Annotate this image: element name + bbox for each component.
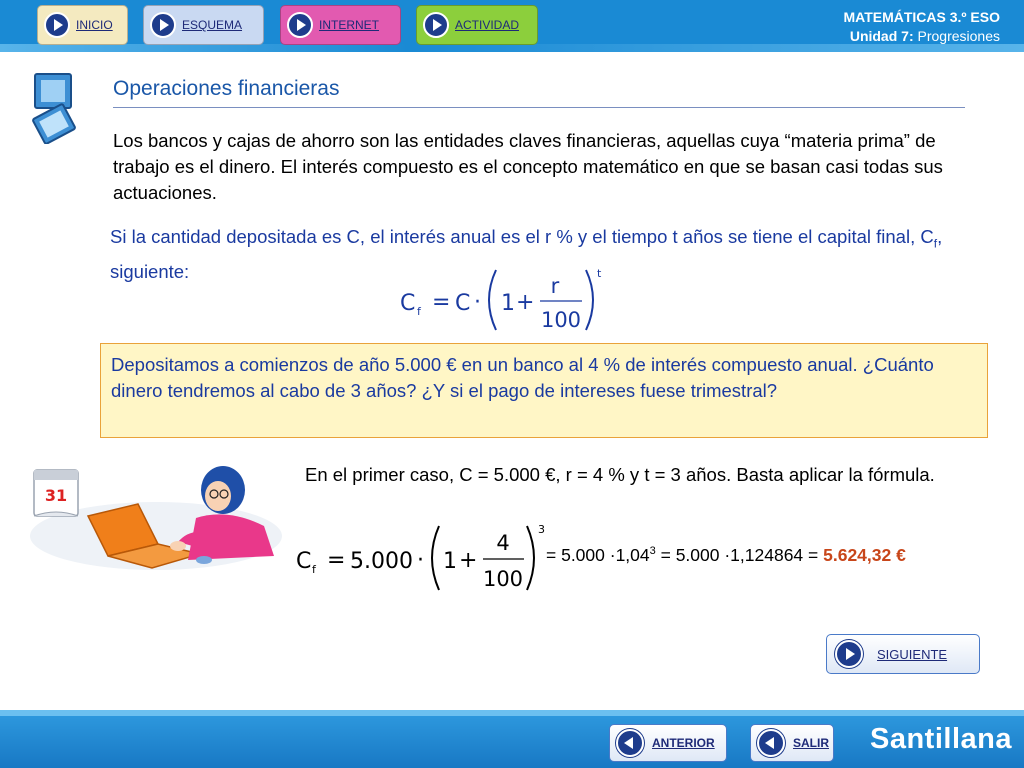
formula2-lhs: C xyxy=(296,549,312,574)
formula2-numerator: 4 xyxy=(496,531,510,555)
next-arrow-icon xyxy=(835,640,863,668)
formula-denominator: 100 xyxy=(540,308,582,332)
play-icon xyxy=(287,12,313,38)
formula-numerator: r xyxy=(550,274,560,298)
exit-label: SALIR xyxy=(793,736,829,750)
unit-label: Unidad 7: xyxy=(849,28,914,44)
next-label: SIGUIENTE xyxy=(877,646,948,662)
definition-text-b: , siguiente: xyxy=(110,226,943,282)
definition-text-a: Si la cantidad depositada es C, el interés anual es el r % y el tiempo t años se tiene el capital final, C xyxy=(110,226,934,247)
left-paren xyxy=(489,270,496,330)
page-title: Operaciones financieras xyxy=(113,77,340,100)
previous-label: ANTERIOR xyxy=(652,736,715,750)
windows-icon xyxy=(32,72,78,144)
final-result: 5.624,32 € xyxy=(823,545,906,565)
formula-dot: · xyxy=(474,290,481,315)
formula2-lhs-sub: f xyxy=(312,563,316,576)
nav-inicio-label: INICIO xyxy=(76,18,113,32)
result-part2: = 5.000 ·1,124864 = xyxy=(655,545,824,565)
nav-actividad-button[interactable] xyxy=(416,5,538,45)
formula2-denominator: 100 xyxy=(482,567,524,591)
play-icon xyxy=(150,12,176,38)
definition-sub: f xyxy=(933,236,938,251)
title-divider xyxy=(113,107,965,108)
compound-interest-formula xyxy=(398,266,613,336)
formula2-plus: + xyxy=(459,548,478,573)
course-subject: MATEMÁTICAS 3.º ESO xyxy=(843,9,1000,25)
calendar-icon xyxy=(34,470,78,516)
nav-inicio-button[interactable] xyxy=(37,5,128,45)
formula2-one: 1 xyxy=(443,549,457,574)
result-part1: = 5.000 ·1,04 xyxy=(546,545,650,565)
formula-eq: = xyxy=(432,290,451,315)
course-info xyxy=(843,8,1000,46)
formula-one: 1 xyxy=(501,291,515,316)
solution-paragraph: En el primer caso, C = 5.000 €, r = 4 % y t = 3 años. Basta aplicar la fórmula. xyxy=(305,464,935,485)
nav-internet-button[interactable] xyxy=(280,5,401,45)
woman-laptop-illustration xyxy=(28,456,284,572)
formula2-base: 5.000 xyxy=(350,549,413,574)
calendar-day: 31 xyxy=(44,486,68,505)
play-icon xyxy=(423,12,449,38)
formula-base: C xyxy=(455,291,471,316)
formula-lhs-sub: f xyxy=(417,305,421,318)
formula-lhs: C xyxy=(400,291,416,316)
nav-internet-label: INTERNET xyxy=(319,18,379,32)
formula2-dot: · xyxy=(417,548,424,573)
back-arrow-icon xyxy=(757,729,785,757)
unit-name: Progresiones xyxy=(917,28,1000,44)
nav-esquema-button[interactable] xyxy=(143,5,264,45)
formula-plus: + xyxy=(516,290,535,315)
nav-actividad-label: ACTIVIDAD xyxy=(455,18,520,32)
play-icon xyxy=(44,12,70,38)
right-paren xyxy=(527,526,534,590)
back-arrow-icon xyxy=(616,729,644,757)
nav-esquema-label: ESQUEMA xyxy=(182,18,243,32)
exit-button[interactable] xyxy=(750,724,834,762)
problem-box: Depositamos a comienzos de año 5.000 € en un banco al 4 % de interés compuesto anual. ¿Cuánto dinero tendremos al cabo de 3 años? ¿Y si el pago de intereses fuese trimestral? xyxy=(100,343,988,438)
santillana-logo: Santillana xyxy=(870,723,1012,755)
result-exponent: 3 xyxy=(649,545,656,558)
next-button[interactable] xyxy=(826,634,980,674)
right-paren xyxy=(586,270,593,330)
left-paren xyxy=(432,526,439,590)
worked-formula xyxy=(293,520,553,595)
formula2-eq: = xyxy=(327,548,346,573)
formula2-exponent: 3 xyxy=(538,523,545,536)
formula-exponent: t xyxy=(597,267,602,280)
footer-stripe xyxy=(0,710,1024,716)
intro-paragraph: Los bancos y cajas de ahorro son las entidades claves financieras, aquellas cuya “materia prima” de trabajo es el dinero. El interés compuesto es el concepto matemático en que se basan casi todas sus actuaciones. xyxy=(113,130,943,203)
previous-button[interactable] xyxy=(609,724,727,762)
result-line xyxy=(546,545,906,566)
